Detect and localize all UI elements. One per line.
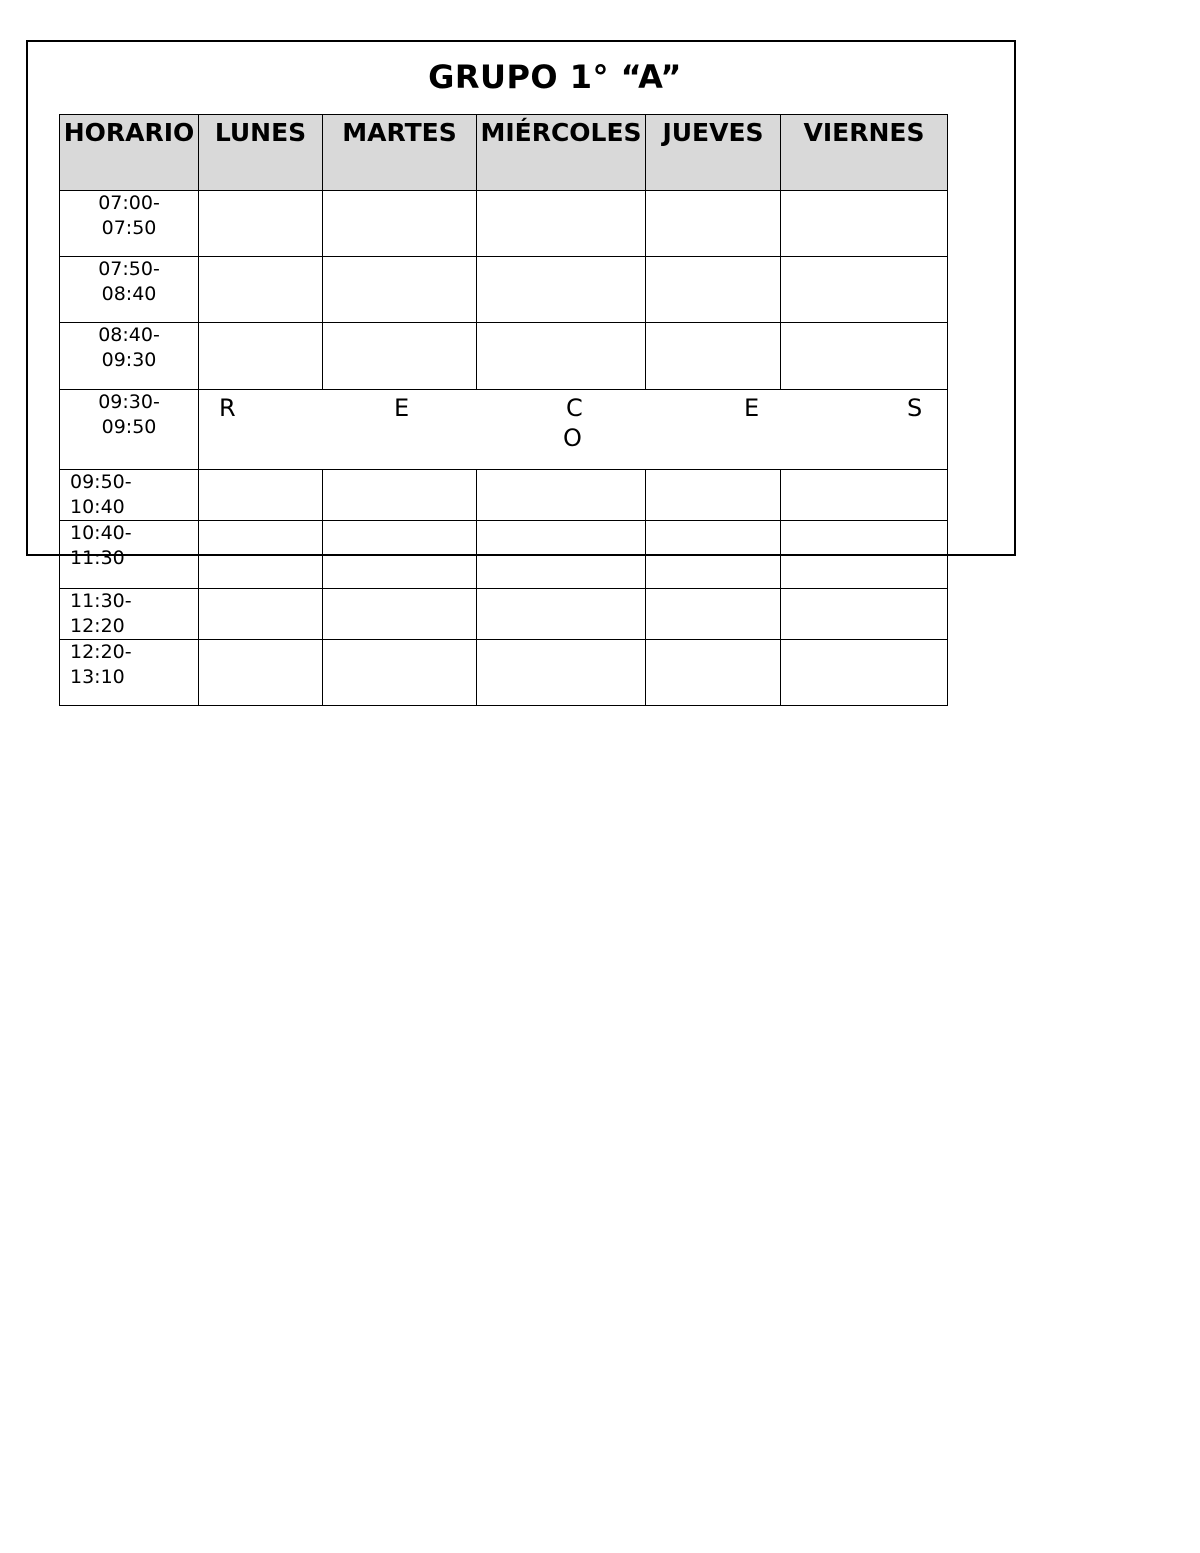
recess-letter: E bbox=[394, 394, 410, 422]
schedule-cell bbox=[323, 589, 477, 640]
schedule-cell bbox=[781, 640, 948, 706]
schedule-cell bbox=[646, 640, 781, 706]
recess-letter: R bbox=[219, 394, 236, 422]
schedule-cell bbox=[477, 257, 646, 323]
schedule-cell bbox=[323, 323, 477, 390]
schedule-cell bbox=[646, 191, 781, 257]
schedule-cell bbox=[477, 640, 646, 706]
recess-letters bbox=[199, 390, 947, 469]
schedule-cell bbox=[781, 191, 948, 257]
time-start: 08:40- bbox=[98, 324, 160, 346]
time-end: 08:40 bbox=[101, 283, 157, 305]
schedule-cell bbox=[646, 323, 781, 390]
recess-row bbox=[60, 390, 948, 470]
time-end: 10:40 bbox=[70, 496, 125, 518]
table-row bbox=[60, 323, 948, 390]
table-row bbox=[60, 640, 948, 706]
time-start: 10:40- bbox=[70, 522, 132, 544]
schedule-cell bbox=[781, 257, 948, 323]
time-cell bbox=[60, 390, 199, 470]
schedule-cell bbox=[199, 470, 323, 521]
schedule-cell bbox=[646, 589, 781, 640]
schedule-cell bbox=[199, 521, 323, 589]
time-start: 07:00- bbox=[98, 192, 160, 214]
schedule-cell bbox=[646, 470, 781, 521]
header-row bbox=[60, 115, 948, 191]
time-end: 11:30 bbox=[70, 547, 125, 569]
schedule-cell bbox=[199, 257, 323, 323]
time-cell bbox=[60, 640, 199, 706]
header-miercoles: MIÉRCOLES bbox=[477, 115, 646, 191]
header-horario: HORARIO bbox=[60, 115, 199, 191]
schedule-cell bbox=[781, 323, 948, 390]
header-lunes: LUNES bbox=[199, 115, 323, 191]
table-row bbox=[60, 589, 948, 640]
schedule-cell bbox=[477, 470, 646, 521]
time-start: 09:50- bbox=[70, 471, 132, 493]
time-cell bbox=[60, 323, 199, 390]
schedule-cell bbox=[477, 323, 646, 390]
time-end: 09:30 bbox=[101, 349, 157, 371]
schedule-table bbox=[59, 114, 948, 706]
table-row bbox=[60, 521, 948, 589]
recess-letter: O bbox=[563, 424, 582, 452]
schedule-cell bbox=[323, 521, 477, 589]
schedule-cell bbox=[323, 191, 477, 257]
table-row bbox=[60, 257, 948, 323]
schedule-cell bbox=[781, 470, 948, 521]
schedule-cell bbox=[477, 521, 646, 589]
time-start: 12:20- bbox=[70, 641, 132, 663]
schedule-cell bbox=[781, 589, 948, 640]
header-viernes: VIERNES bbox=[781, 115, 948, 191]
table-row bbox=[60, 470, 948, 521]
schedule-cell bbox=[477, 589, 646, 640]
page-title: GRUPO 1° “A” bbox=[428, 58, 682, 96]
schedule-cell bbox=[646, 521, 781, 589]
time-end: 13:10 bbox=[70, 666, 125, 688]
time-start: 07:50- bbox=[98, 258, 160, 280]
schedule-cell bbox=[646, 257, 781, 323]
schedule-cell bbox=[199, 323, 323, 390]
schedule-cell bbox=[199, 191, 323, 257]
time-cell bbox=[60, 191, 199, 257]
schedule-cell bbox=[781, 521, 948, 589]
recess-cell bbox=[199, 390, 948, 470]
recess-letter: C bbox=[566, 394, 583, 422]
schedule-cell bbox=[477, 191, 646, 257]
time-end: 12:20 bbox=[70, 615, 125, 637]
time-cell bbox=[60, 521, 199, 589]
time-cell bbox=[60, 257, 199, 323]
time-start: 09:30- bbox=[98, 391, 160, 413]
schedule-cell bbox=[199, 640, 323, 706]
header-jueves: JUEVES bbox=[646, 115, 781, 191]
schedule-cell bbox=[323, 470, 477, 521]
time-cell bbox=[60, 589, 199, 640]
schedule-cell bbox=[199, 589, 323, 640]
recess-letter: S bbox=[907, 394, 923, 422]
time-end: 07:50 bbox=[101, 217, 157, 239]
time-end: 09:50 bbox=[101, 416, 157, 438]
schedule-cell bbox=[323, 640, 477, 706]
recess-letter: E bbox=[744, 394, 760, 422]
time-cell bbox=[60, 470, 199, 521]
schedule-cell bbox=[323, 257, 477, 323]
table-row bbox=[60, 191, 948, 257]
header-martes: MARTES bbox=[323, 115, 477, 191]
time-start: 11:30- bbox=[70, 590, 132, 612]
